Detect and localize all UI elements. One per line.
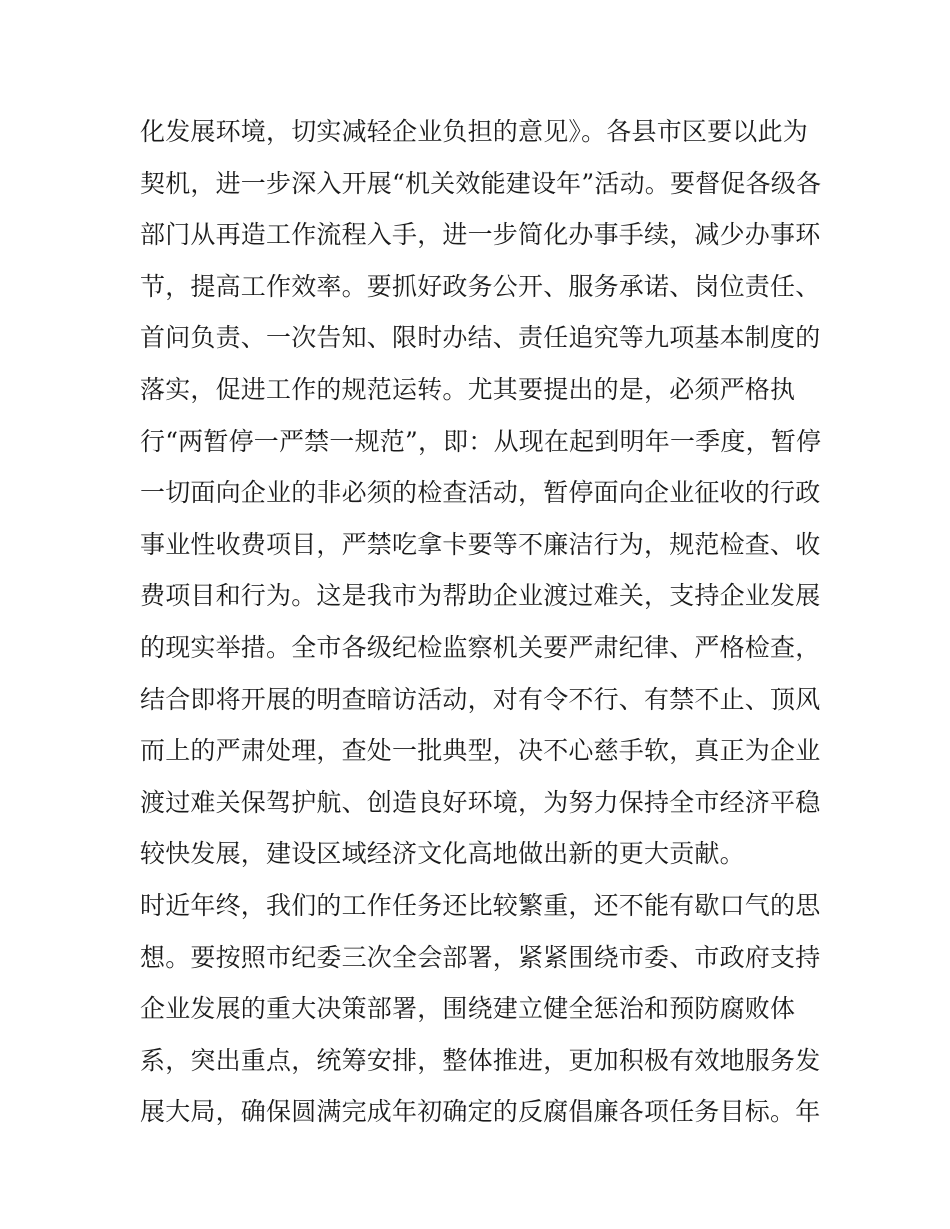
text-line: 契机，进一步深入开展“机关效能建设年”活动。要督促各级各 bbox=[140, 168, 822, 198]
text-line: 渡过难关保驾护航、创造良好环境，为努力保持全市经济平稳 bbox=[140, 787, 821, 817]
text-line: 化发展环境，切实减轻企业负担的意见》。各县市区要以此为 bbox=[140, 117, 808, 146]
text-line: 费项目和行为。这是我市为帮助企业渡过难关，支持企业发展 bbox=[140, 581, 821, 611]
text-line: 的现实举措。全市各级纪检监察机关要严肃纪律、严格检查， bbox=[140, 632, 821, 662]
text-line: 结合即将开展的明查暗访活动，对有令不行、有禁不止、顶风 bbox=[140, 684, 821, 714]
text-line: 首问负责、一次告知、限时办结、责任追究等九项基本制度的 bbox=[140, 323, 821, 353]
text-line: 想。要按照市纪委三次全会部署，紧紧围绕市委、市政府支持 bbox=[140, 942, 821, 972]
text-line: 一切面向企业的非必须的检查活动，暂停面向企业征收的行政 bbox=[140, 478, 821, 508]
text-line: 系，突出重点，统筹安排，整体推进，更加积极有效地服务发 bbox=[140, 1045, 821, 1075]
text-line: 企业发展的重大决策部署，围绕建立健全惩治和预防腐败体 bbox=[140, 994, 796, 1024]
text-line: 展大局，确保圆满完成年初确定的反腐倡廉各项任务目标。年 bbox=[140, 1097, 821, 1127]
text-line: 部门从再造工作流程入手，进一步简化办事手续，减少办事环 bbox=[140, 220, 821, 250]
text-line: 落实，促进工作的规范运转。尤其要提出的是，必须严格执 bbox=[140, 374, 796, 404]
text-line: 事业性收费项目，严禁吃拿卡要等不廉洁行为，规范检查、收 bbox=[140, 529, 821, 559]
text-line: 时近年终，我们的工作任务还比较繁重，还不能有歇口气的思 bbox=[140, 890, 821, 920]
text-line: 行“两暂停一严禁一规范”，即：从现在起到明年一季度，暂停 bbox=[140, 426, 822, 456]
body-text bbox=[140, 106, 820, 1138]
text-line: 节，提高工作效率。要抓好政务公开、服务承诺、岗位责任、 bbox=[140, 271, 821, 301]
text-line: 而上的严肃处理，查处一批典型，决不心慈手软，真正为企业 bbox=[140, 736, 821, 766]
text-line: 较快发展，建设区域经济文化高地做出新的更大贡献。 bbox=[140, 839, 745, 869]
